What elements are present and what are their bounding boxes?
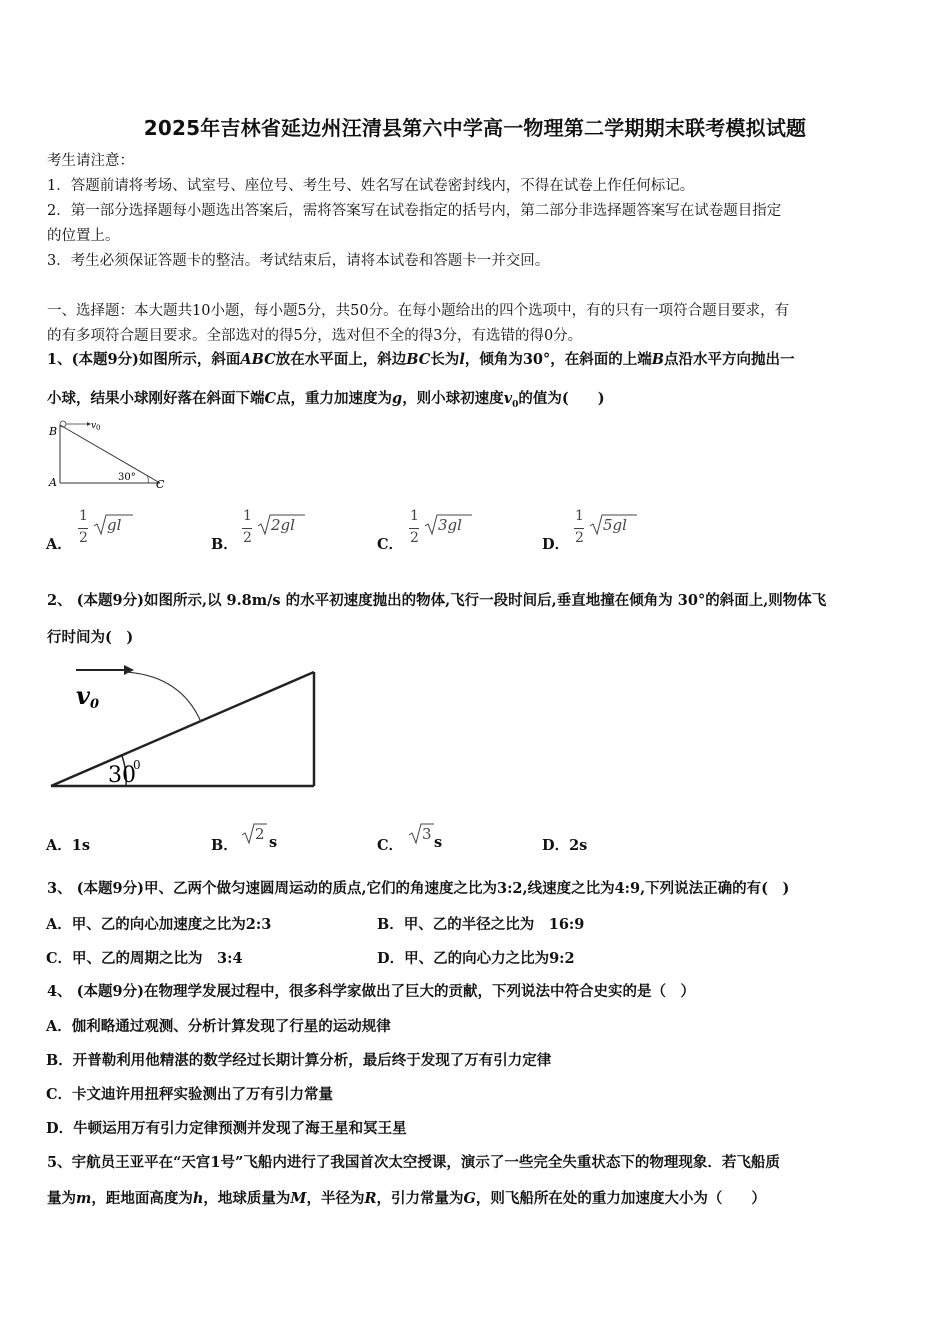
- q2-incline-figure: [46, 660, 326, 795]
- label-b: B: [49, 425, 58, 438]
- label-angle-sup: 0: [133, 758, 141, 772]
- q2-option-c[interactable]: C．: [377, 837, 404, 854]
- notice-item: 的位置上。: [47, 228, 120, 244]
- exam-page: 2025年吉林省延边州汪清县第六中学高一物理第二学期期末联考模拟试题 考生请注意： 1．答题前请将考场、试室号、座位号、考生号、姓名写在试卷密封线内，不得在试卷上作任何标记。 2．第一部分选择题每小题选出答案后，需将答案写在试卷指定的括号内，第二部分非选择题答案写在试卷题目指定 的位置上。 3．考生必须保证答题卡的整洁。考试结束后，请将本试卷和答题卡一并交回。 一、选择题：本大题共10小题，每小题5分，共50分。在每小题给出的四个选项中，有的只有一项符合题目要求，有 的有多项符合题目要求。全部选对的得5分，选对但不全的得3分，有选错的得0分。 1、(本题9分)如图所示，斜面ABC放在水平面上，斜边BC长为l，倾角为30°，在斜面的上端B点沿水平方向抛出一 小球，结果小球刚好落在斜面下端C点，重力加速度为g，则小球初速度$v_0$的值为( ) B A C v 0 30° A． 1 2 gl B． 1 2 2gl C． 1 2 3gl D． 1 2 5gl 2、 (本题9分)如图所示,以 9.8m/s 的水平初速度抛出的物体,飞行一段时间后,垂直地撞在倾角为 30°的斜面上,则物体飞 行时间为( ) v 0 30 0 A．1s B． 2 s C． 3 s D．2s 3、 (本题9分)甲、乙两个做匀速圆周运动的质点,它们的角速度之比为3:2,线速度之比为4:9,下列说法正确的有( ) A．甲、乙的向心加速度之比为2:3 B．甲、乙的半径之比为 16:9 C．甲、乙的周期之比为 3:4 D．甲、乙的向心力之比为9:2 4、 (本题9分)在物理学发展过程中，很多科学家做出了巨大的贡献，下列说法中符合史实的是（ ） A．伽利略通过观测、分析计算发现了行星的运动规律 B．开普勒利用他精湛的数学经过长期计算分析，最后终于发现了万有引力定律 C．卡文迪许用扭秤实验测出了万有引力常量 D．牛顿运用万有引力定律预测并发现了海王星和冥王星 5、宇航员王亚平在“天宫1号”飞船内进行了我国首次太空授课，演示了一些完全失重状态下的物理现象．若飞船质 量为m，距地面高度为h，地球质量为M，半径为R，引力常量为G，则飞船所在处的重力加速度大小为（ ）: [0, 0, 950, 1344]
- q3-stem: 3、 (本题9分)甲、乙两个做匀速圆周运动的质点,它们的角速度之比为3:2,线速度之比为4:9,下列说法正确的有( ): [47, 880, 790, 897]
- q1-option-b-label[interactable]: B．: [211, 536, 238, 553]
- q3-option-c[interactable]: C．甲、乙的周期之比为 3:4: [46, 950, 243, 967]
- q3-option-d[interactable]: D．甲、乙的向心力之比为9:2: [377, 950, 575, 967]
- q1-option-d-root: 5gl: [589, 513, 637, 537]
- q1-option-a-label[interactable]: A．: [46, 536, 72, 553]
- q5-stem-line1: 5、宇航员王亚平在“天宫1号”飞船内进行了我国首次太空授课，演示了一些完全失重状态下的物理现象．若飞船质: [47, 1154, 780, 1171]
- q2-stem-line2: 行时间为( ): [47, 629, 134, 646]
- notice-heading: 考生请注意：: [47, 153, 134, 169]
- q2-option-b[interactable]: B．: [211, 837, 238, 854]
- section-instructions: 的有多项符合题目要求。全部选对的得5分，选对但不全的得3分，有选错的得0分。: [47, 328, 583, 344]
- q4-stem: 4、 (本题9分)在物理学发展过程中，很多科学家做出了巨大的贡献，下列说法中符合史实的是（ ）: [47, 983, 695, 1000]
- q1-option-d-label[interactable]: D．: [542, 536, 570, 553]
- q5-stem-line2: 量为m，距地面高度为h，地球质量为M，半径为R，引力常量为G，则飞船所在处的重力加速度大小为（ ）: [47, 1190, 766, 1207]
- notice-item: 1．答题前请将考场、试室号、座位号、考生号、姓名写在试卷密封线内，不得在试卷上作任何标记。: [47, 178, 695, 194]
- label-a: A: [49, 476, 57, 489]
- q2-option-d[interactable]: D．2s: [542, 837, 588, 854]
- page-title: 2025年吉林省延边州汪清县第六中学高一物理第二学期期末联考模拟试题: [143, 116, 807, 140]
- label-v0: v: [76, 681, 90, 710]
- q2-option-a[interactable]: A．1s: [46, 837, 91, 854]
- label-angle: 30: [108, 763, 136, 788]
- q1-option-b-root: 2gl: [257, 513, 305, 537]
- label-v0: v: [91, 421, 97, 431]
- label-angle: 30°: [118, 472, 136, 483]
- q4-option-d[interactable]: D．牛顿运用万有引力定律预测并发现了海王星和冥王星: [46, 1120, 407, 1137]
- q2-stem-line1: 2、 (本题9分)如图所示,以 9.8m/s 的水平初速度抛出的物体,飞行一段时间后,垂直地撞在倾角为 30°的斜面上,则物体飞: [47, 592, 827, 609]
- label-c: C: [156, 478, 165, 491]
- q1-stem-line2: 小球，结果小球刚好落在斜面下端C点，重力加速度为g，则小球初速度$v_0$的值为( ): [47, 390, 605, 410]
- q3-option-b[interactable]: B．甲、乙的半径之比为 16:9: [377, 916, 585, 933]
- q4-option-a[interactable]: A．伽利略通过观测、分析计算发现了行星的运动规律: [46, 1018, 391, 1035]
- q1-stem-line1: 1、(本题9分)如图所示，斜面ABC放在水平面上，斜边BC长为l，倾角为30°，在斜面的上端B点沿水平方向抛出一: [47, 351, 795, 368]
- q2-option-c-root: 3: [408, 822, 434, 846]
- q1-option-c-root: 3gl: [424, 513, 472, 537]
- q4-option-b[interactable]: B．开普勒利用他精湛的数学经过长期计算分析，最后终于发现了万有引力定律: [46, 1052, 552, 1069]
- q3-option-a[interactable]: A．甲、乙的向心加速度之比为2:3: [46, 916, 272, 933]
- q4-option-c[interactable]: C．卡文迪许用扭秤实验测出了万有引力常量: [46, 1086, 334, 1103]
- section-instructions: 一、选择题：本大题共10小题，每小题5分，共50分。在每小题给出的四个选项中，有的只有一项符合题目要求，有: [47, 303, 790, 319]
- label-v0-sub: 0: [90, 697, 100, 712]
- label-v0-sub: 0: [96, 424, 101, 432]
- q1-option-c-label[interactable]: C．: [377, 536, 404, 553]
- q1-incline-figure: [45, 415, 175, 495]
- notice-item: 2．第一部分选择题每小题选出答案后，需将答案写在试卷指定的括号内，第二部分非选择题答案写在试卷题目指定: [47, 203, 782, 219]
- q2-option-c-unit: s: [434, 834, 443, 851]
- q1-option-a-root: gl: [93, 513, 133, 537]
- q2-option-b-root: 2: [241, 822, 267, 846]
- q2-option-b-unit: s: [269, 834, 278, 851]
- notice-item: 3．考生必须保证答题卡的整洁。考试结束后，请将本试卷和答题卡一并交回。: [47, 253, 550, 269]
